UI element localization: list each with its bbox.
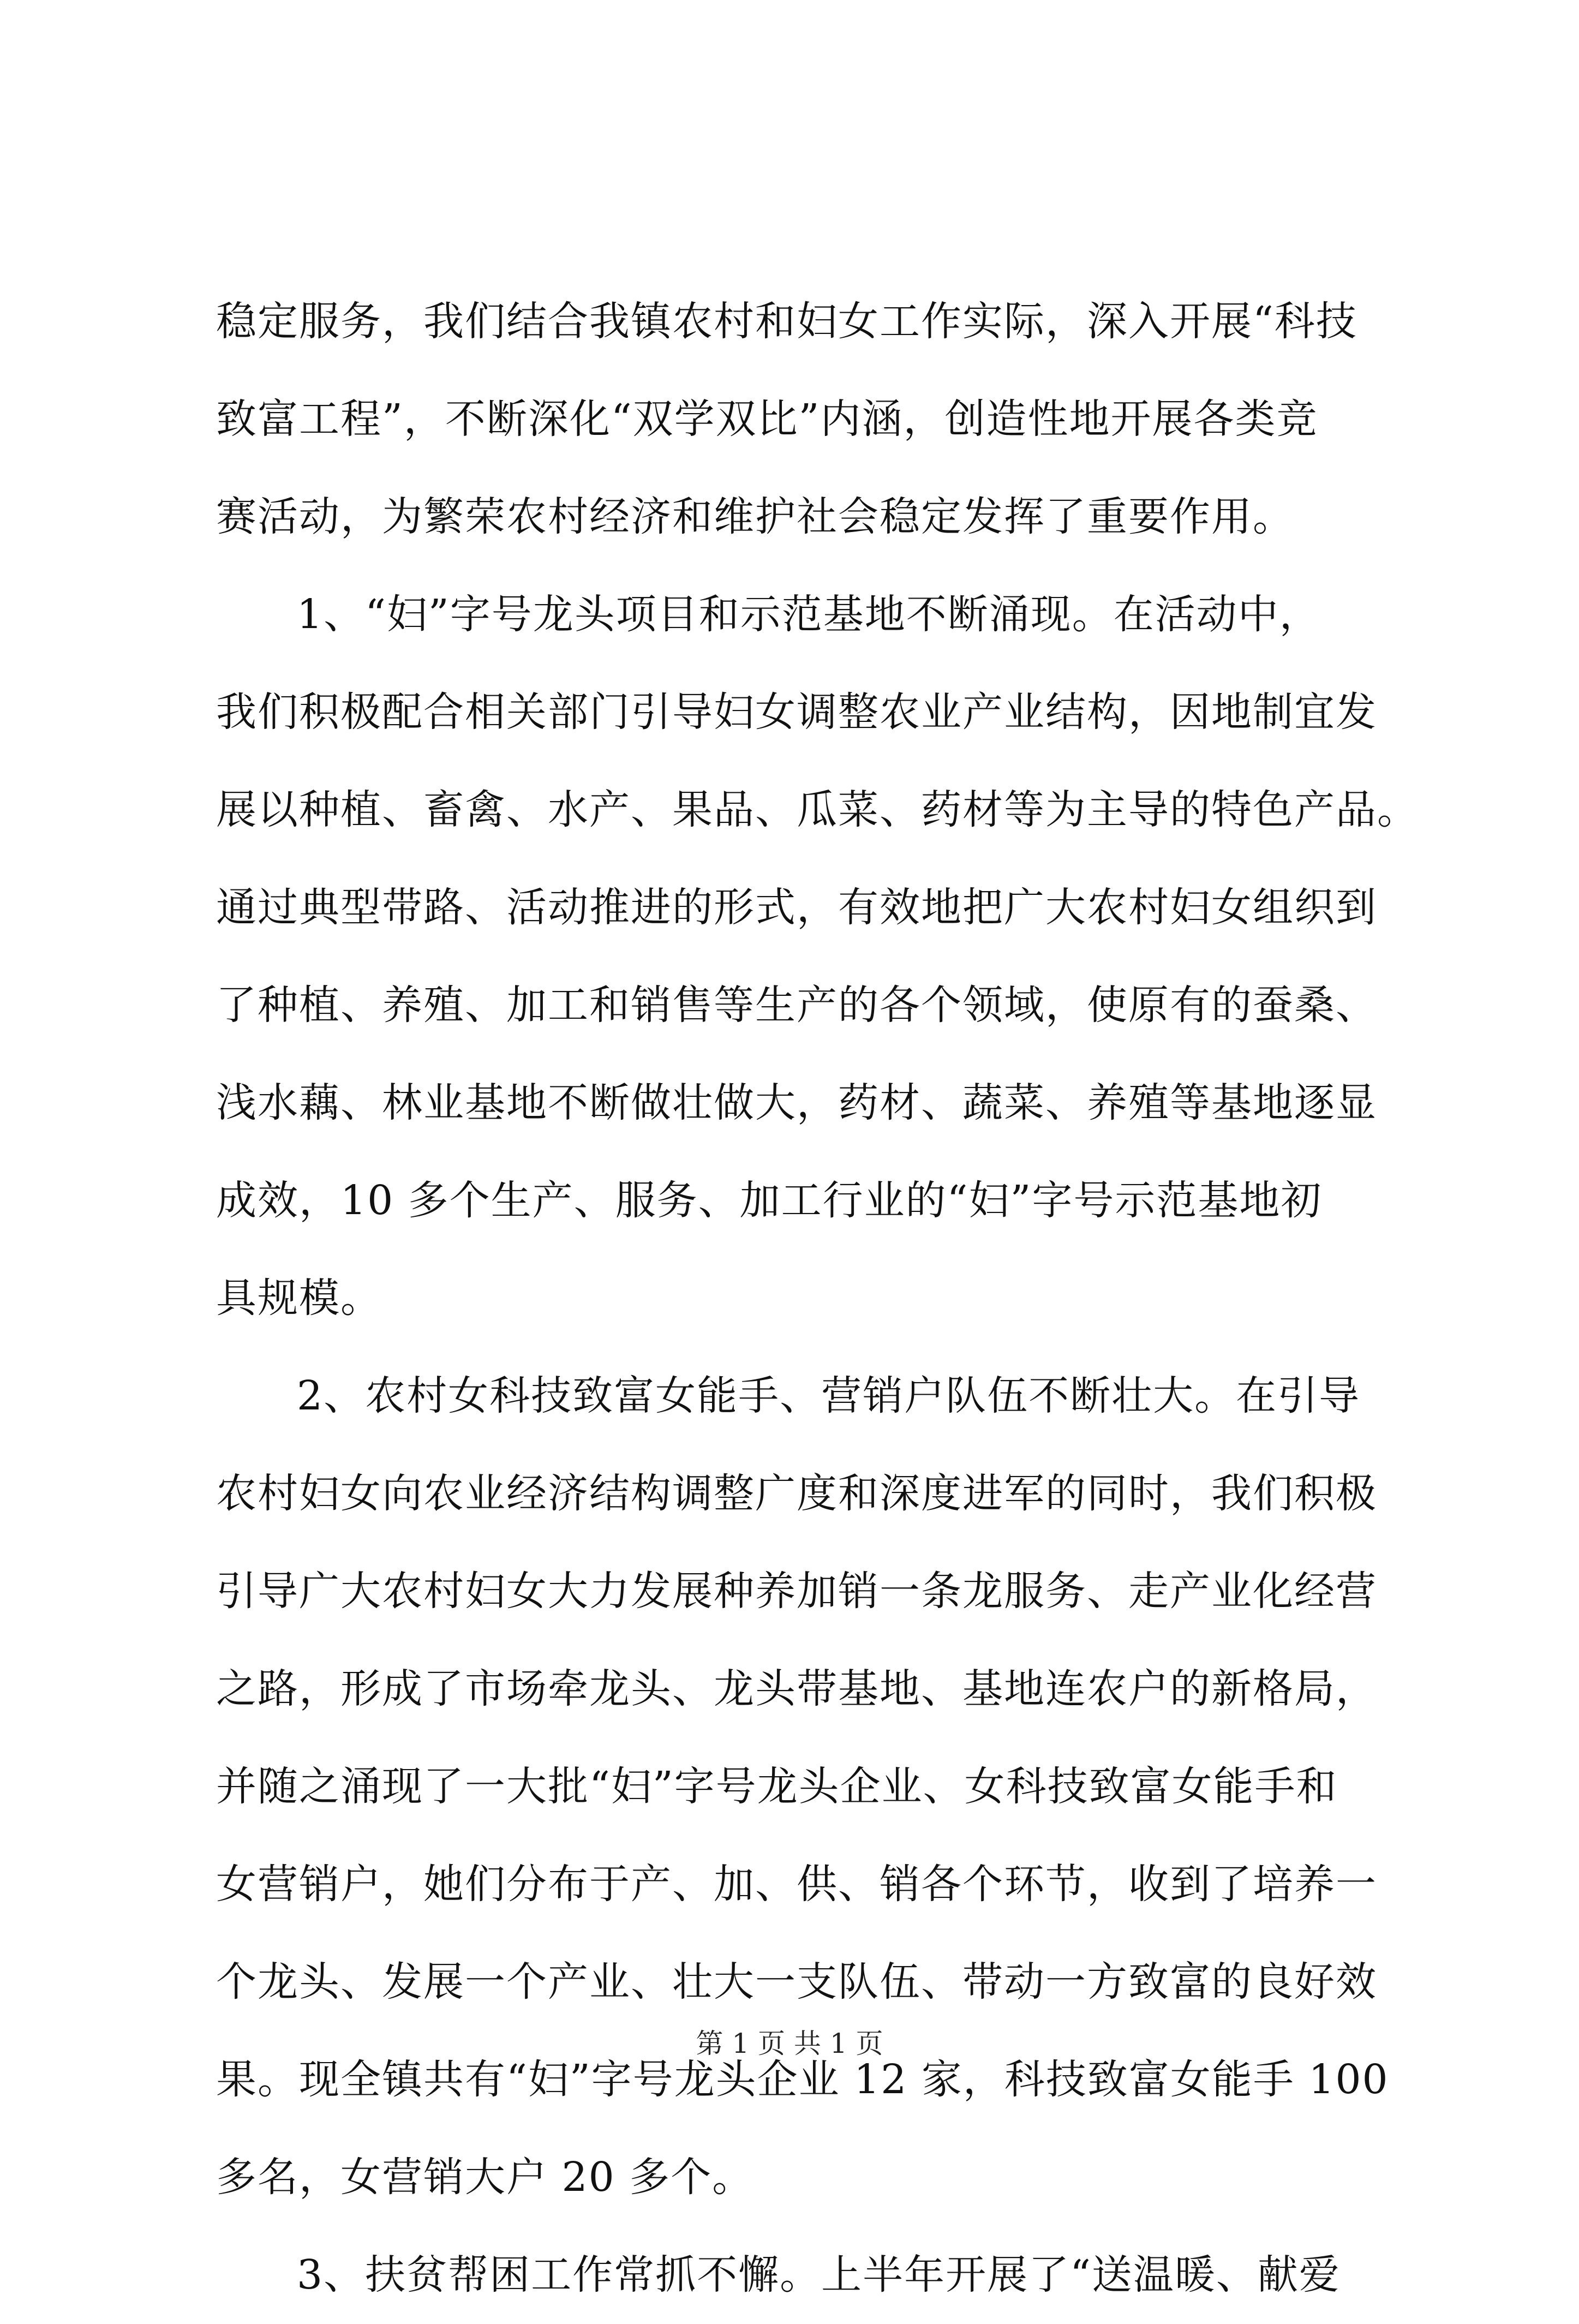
text-line: 农村妇女向农业经济结构调整广度和深度进军的同时，我们积极 [216, 1470, 1377, 1517]
text-line: 赛活动，为繁荣农村经济和维护社会稳定发挥了重要作用。 [216, 493, 1294, 540]
text-line: 成效，10 多个生产、服务、加工行业的“妇”字号示范基地初 [216, 1177, 1323, 1224]
document-body [216, 273, 1419, 2324]
text-line: 浅水藕、林业基地不断做壮做大，药材、蔬菜、养殖等基地逐显 [216, 1079, 1377, 1126]
text-line: 致富工程”，不断深化“双学双比”内涵，创造性地开展各类竞 [216, 396, 1318, 443]
text-line: 具规模。 [216, 1275, 382, 1322]
text-line: 个龙头、发展一个产业、壮大一支队伍、带动一方致富的良好效 [216, 1958, 1377, 2005]
text-line: 引导广大农村妇女大力发展种养加销一条龙服务、走产业化经营 [216, 1568, 1377, 1615]
page-footer [0, 2024, 1579, 2063]
text-line: 我们积极配合相关部门引导妇女调整农业产业结构，因地制宜发 [216, 689, 1377, 736]
text-line: 展以种植、畜禽、水产、果品、瓜菜、药材等为主导的特色产品。 [216, 786, 1419, 833]
paragraph-1-heading-line: 1、“妇”字号龙头项目和示范基地不断涌现。在活动中， [297, 591, 1321, 638]
text-line: 果。现全镇共有“妇”字号龙头企业 12 家，科技致富女能手 100 [216, 2056, 1389, 2103]
text-line: 女营销户，她们分布于产、加、供、销各个环节，收到了培养一 [216, 1861, 1377, 1908]
text-line: 了种植、养殖、加工和销售等生产的各个领域，使原有的蚕桑、 [216, 982, 1377, 1029]
text-line: 之路，形成了市场牵龙头、龙头带基地、基地连农户的新格局， [216, 1665, 1377, 1712]
text-line: 稳定服务，我们结合我镇农村和妇女工作实际，深入开展“科技 [216, 298, 1357, 345]
paragraph-3-heading-line: 3、扶贫帮困工作常抓不懈。上半年开展了“送温暖、献爱 [297, 2251, 1341, 2298]
text-line: 通过典型带路、活动推进的形式，有效地把广大农村妇女组织到 [216, 884, 1377, 931]
page-number-label: 第 1 页 共 1 页 [696, 2028, 883, 2059]
text-line: 多名，女营销大户 20 多个。 [216, 2154, 754, 2201]
paragraph-2-heading-line: 2、农村女科技致富女能手、营销户队伍不断壮大。在引导 [297, 1372, 1361, 1419]
text-line: 并随之涌现了一大批“妇”字号龙头企业、女科技致富女能手和 [216, 1763, 1338, 1810]
